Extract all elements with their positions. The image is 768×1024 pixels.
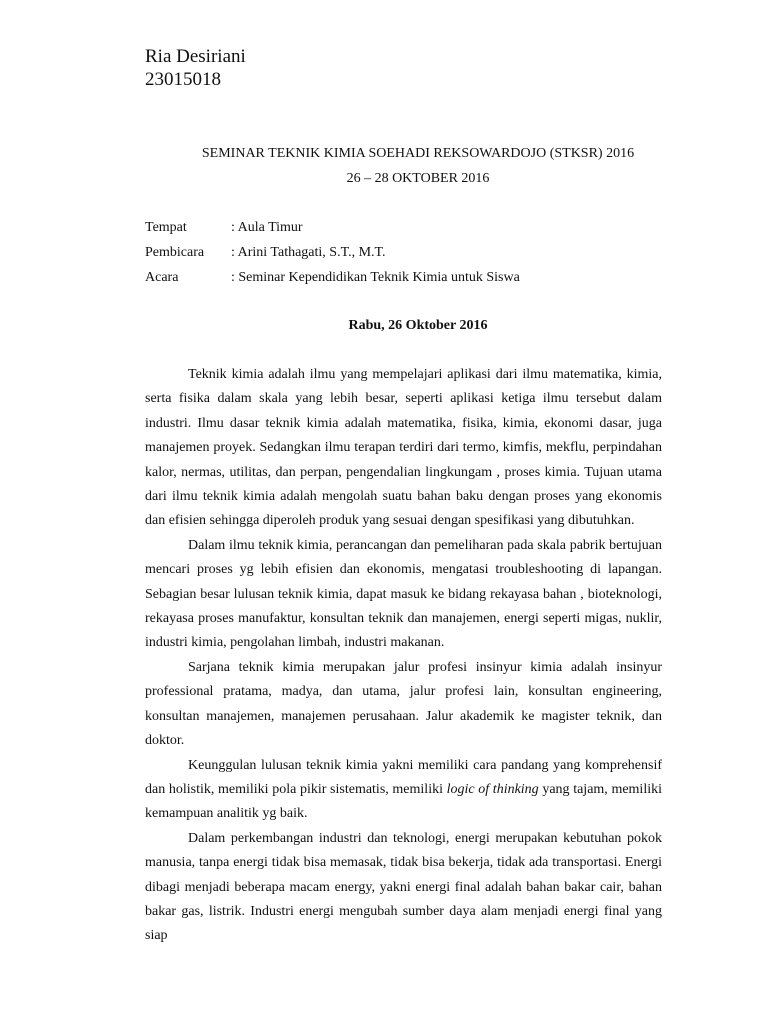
info-value: : Arini Tathagati, S.T., M.T.	[231, 245, 386, 260]
author-name: Ria Desiriani	[145, 46, 246, 67]
info-value: : Seminar Kependidikan Teknik Kimia untuk Siswa	[231, 270, 520, 285]
italic-phrase: logic of thinking	[446, 781, 539, 797]
info-label: Tempat	[145, 220, 187, 235]
paragraph	[145, 754, 662, 827]
body-text	[145, 363, 662, 949]
paragraph: Dalam ilmu teknik kimia, perancangan dan pemeliharan pada skala pabrik bertujuan mencari proses yg lebih efisien dan ekonomis, mengatasi troubleshooting di lapangan. Sebagian besar lulusan teknik kimia, dapat masuk ke bidang rekayasa bahan , bioteknologi, rekayasa proses manufaktur, konsultan teknik dan manajemen, energi seperti migas, nuklir, industri kimia, pengolahan limbah, industri makanan.	[145, 537, 662, 651]
paragraph: Dalam perkembangan industri dan teknologi, energi merupakan kebutuhan pokok manusia, tanpa energi tidak bisa memasak, tidak bisa bekerja, tidak ada transportasi. Energi dibagi menjadi beberapa macam energy, yakni energi final adalah bahan bakar cair, bahan bakar gas, listrik. Industri energi mengubah sumber daya alam menjadi energi final yang siap	[145, 830, 662, 944]
seminar-dates: 26 – 28 OKTOBER 2016	[346, 171, 490, 186]
author-id: 23015018	[145, 69, 221, 90]
info-label: Acara	[145, 270, 179, 285]
info-label: Pembicara	[145, 245, 205, 260]
paragraph: Sarjana teknik kimia merupakan jalur profesi insinyur kimia adalah insinyur professional pratama, madya, dan utama, jalur profesi lain, konsultan engineering, konsultan manajemen, manajemen perusahaan. Jalur akademik ke magister teknik, dan doktor.	[145, 659, 662, 749]
date-heading: Rabu, 26 Oktober 2016	[348, 318, 488, 333]
paragraph-text: Keunggulan lulusan teknik kimia yakni memiliki cara pandang yang komprehensif dan holistik, memiliki pola pikir sistematis, memiliki	[145, 757, 662, 797]
seminar-title: SEMINAR TEKNIK KIMIA SOEHADI REKSOWARDOJO (STKSR) 2016	[201, 146, 635, 161]
paragraph: Teknik kimia adalah ilmu yang mempelajari aplikasi dari ilmu matematika, kimia, serta fisika dalam skala yang lebih besar, seperti aplikasi ketiga ilmu tersebut dalam industri. Ilmu dasar teknik kimia adalah matematika, fisika, kimia, ekonomi dasar, juga manajemen proyek. Sedangkan ilmu terapan terdiri dari termo, kimfis, mekflu, perpindahan kalor, nermas, utilitas, dan perpan, pengendalian lingkungam , proses kimia. Tujuan utama dari ilmu teknik kimia adalah mengolah suatu bahan baku dengan proses yang ekonomis dan efisien sehingga diperoleh produk yang sesuai dengan spesifikasi yang dibutuhkan.	[145, 367, 662, 529]
paragraph-text: yang tajam, memiliki kemampuan analitik yg baik.	[145, 781, 662, 822]
info-value: : Aula Timur	[231, 220, 303, 235]
author-block	[145, 45, 246, 91]
